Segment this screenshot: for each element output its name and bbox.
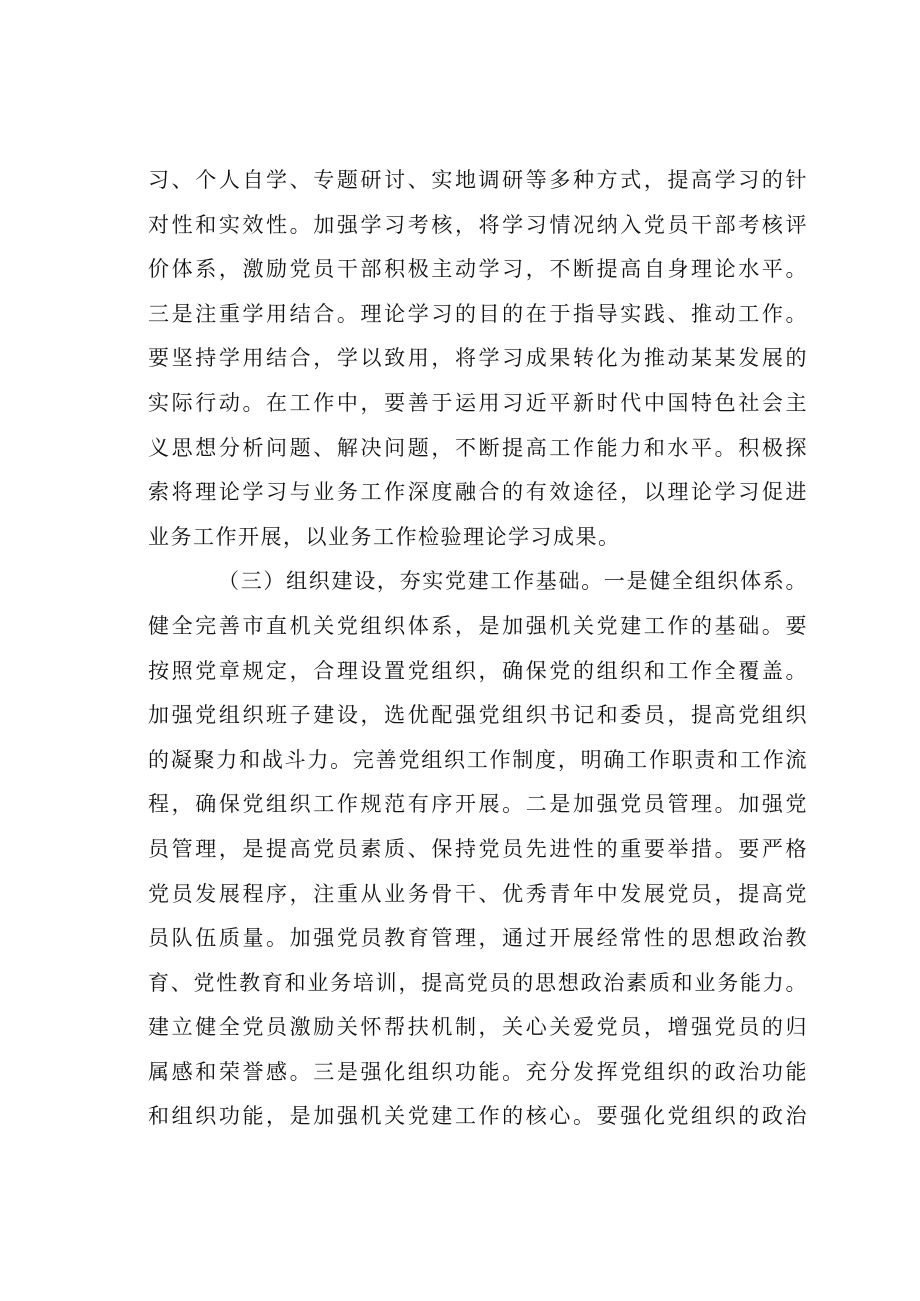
text-line: 员管理，是提高党员素质、保持党员先进性的重要举措。要严格 <box>148 836 808 861</box>
text-line: 属感和荣誉感。三是强化组织功能。充分发挥党组织的政治功能 <box>148 1059 808 1084</box>
text-line: 党员发展程序，注重从业务骨干、优秀青年中发展党员，提高党 <box>148 881 808 906</box>
text-line: 建立健全党员激励关怀帮扶机制，关心关爱党员，增强党员的归 <box>148 1015 808 1040</box>
text-line: 价体系，激励党员干部积极主动学习，不断提高自身理论水平。 <box>148 257 808 282</box>
text-line: 要坚持学用结合，学以致用，将学习成果转化为推动某某发展的 <box>148 346 808 371</box>
text-line: 健全完善市直机关党组织体系，是加强机关党建工作的基础。要 <box>148 613 808 638</box>
text-line: 索将理论学习与业务工作深度融合的有效途径，以理论学习促进 <box>148 480 808 505</box>
text-line: 实际行动。在工作中，要善于运用习近平新时代中国特色社会主 <box>148 390 808 415</box>
text-line: 员队伍质量。加强党员教育管理，通过开展经常性的思想政治教 <box>148 926 808 951</box>
text-line: 习、个人自学、专题研讨、实地调研等多种方式，提高学习的针 <box>148 168 808 192</box>
paragraph-end-line: 业务工作开展，以业务工作检验理论学习成果。 <box>148 524 621 549</box>
section-heading-line: （三）组织建设，夯实党建工作基础。一是健全组织体系。 <box>218 569 808 594</box>
text-line: 对性和实效性。加强学习考核，将学习情况纳入党员干部考核评 <box>148 212 808 237</box>
text-line: 的凝聚力和战斗力。完善党组织工作制度，明确工作职责和工作流 <box>148 747 808 772</box>
body-text <box>148 158 808 1139</box>
text-line: 和组织功能，是加强机关党建工作的核心。要强化党组织的政治 <box>148 1104 808 1129</box>
text-line: 义思想分析问题、解决问题，不断提高工作能力和水平。积极探 <box>148 435 808 460</box>
text-line: 按照党章规定，合理设置党组织，确保党的组织和工作全覆盖。 <box>148 658 808 683</box>
text-line: 三是注重学用结合。理论学习的目的在于指导实践、推动工作。 <box>148 301 808 326</box>
text-line: 加强党组织班子建设，选优配强党组织书记和委员，提高党组织 <box>148 703 808 728</box>
text-line: 程，确保党组织工作规范有序开展。二是加强党员管理。加强党 <box>148 792 808 817</box>
text-line: 育、党性教育和业务培训，提高党员的思想政治素质和业务能力。 <box>148 970 808 995</box>
